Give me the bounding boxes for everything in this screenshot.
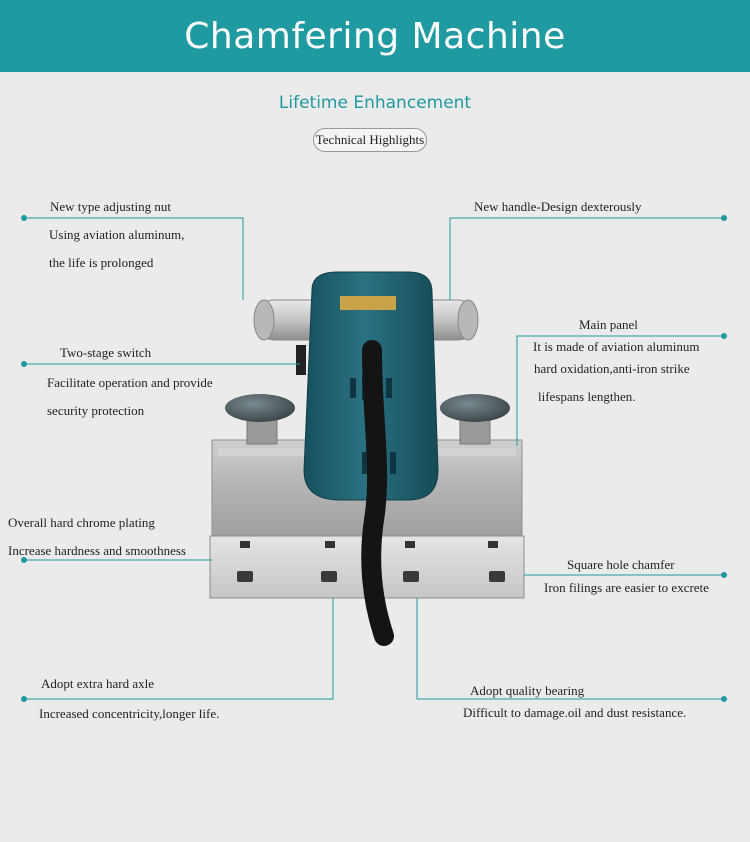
main-panel-line2: hard oxidation,anti-iron strike bbox=[534, 361, 690, 376]
marker-dot bbox=[21, 696, 27, 702]
marker-dot bbox=[721, 572, 727, 578]
bearing-line1: Difficult to damage.oil and dust resistance. bbox=[463, 705, 687, 720]
switch-line2: security protection bbox=[47, 403, 145, 418]
switch-title: Two-stage switch bbox=[60, 345, 152, 360]
marker-dot bbox=[721, 215, 727, 221]
marker-dot bbox=[21, 361, 27, 367]
adjusting-nut-line2: the life is prolonged bbox=[49, 255, 154, 270]
marker-dot bbox=[721, 696, 727, 702]
chrome-line1: Increase hardness and smoothness bbox=[8, 543, 186, 558]
axle-title: Adopt extra hard axle bbox=[41, 676, 154, 691]
bearing-title: Adopt quality bearing bbox=[470, 683, 585, 698]
technical-highlights-badge: Technical Highlights bbox=[313, 128, 427, 152]
axle-line1: Increased concentricity,longer life. bbox=[39, 706, 220, 721]
subtitle: Lifetime Enhancement bbox=[278, 93, 472, 113]
switch-line1: Facilitate operation and provide bbox=[47, 375, 213, 390]
handle-title: New handle-Design dexterously bbox=[474, 199, 642, 214]
marker-dot bbox=[721, 333, 727, 339]
marker-dot bbox=[21, 215, 27, 221]
main-panel-title: Main panel bbox=[579, 317, 638, 332]
main-panel-line3: lifespans lengthen. bbox=[538, 389, 636, 404]
main-panel-line1: It is made of aviation aluminum bbox=[533, 339, 700, 354]
adjusting-nut-line1: Using aviation aluminum, bbox=[49, 227, 185, 242]
square-hole-line1: Iron filings are easier to excrete bbox=[544, 580, 709, 595]
adjusting-nut-title: New type adjusting nut bbox=[50, 199, 171, 214]
chrome-title: Overall hard chrome plating bbox=[8, 515, 155, 530]
page-title: Chamfering Machine bbox=[184, 15, 566, 57]
square-hole-title: Square hole chamfer bbox=[567, 557, 675, 572]
